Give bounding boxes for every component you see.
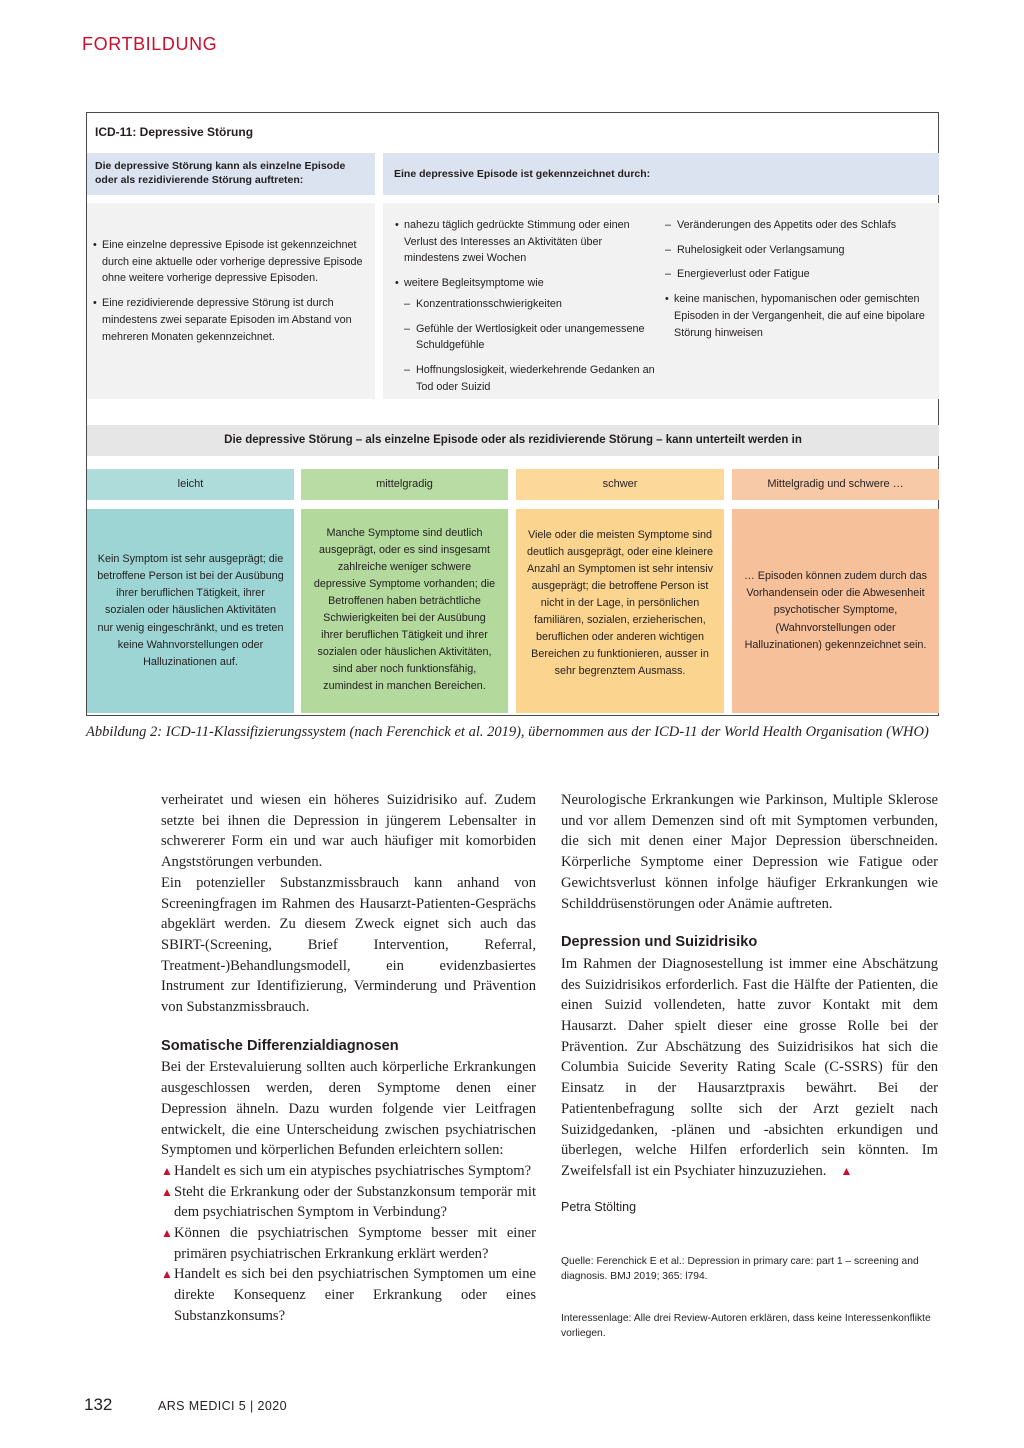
right-header: Eine depressive Episode ist gekennzeichnet durch: [383,153,939,195]
journal-name: ARS MEDICI 5 | 2020 [158,1399,287,1413]
symptom-worthlessness: – Gefühle der Wertlosigkeit oder unangemessene Schuldgefühle [404,321,660,354]
question-text: Handelt es sich um ein atypisches psychiatrisches Symptom? [174,1162,532,1179]
grade-header-psychotic: Mittelgradig und schwere … [732,469,939,500]
recurrent-disorder-item: • Eine rezidivierende depressive Störung ist durch mindestens zwei separate Episoden im Abstand von mehreren Monaten gekennzeichnet. [93,295,367,345]
article-column-left [161,790,536,1327]
symptom-fatigue: – Energieverlust oder Fatigue [665,266,935,283]
list-item [161,1182,536,1223]
list-item [161,1223,536,1264]
grade-header-schwer: schwer [516,469,724,500]
grade-text-schwer: Viele oder die meisten Symptome sind deutlich ausgeprägt, oder eine kleinere Anzahl an Symptomen ist sehr intensiv ausgeprägt; die betroffene Person ist nicht in der Lage, in persönlichen familiären, sozialen, erzieherischen, beruflichen oder anderen wichtigen Bereichen zu funktionieren, ausser in sehr begrenztem Ausmass. [516,509,724,713]
left-header: Die depressive Störung kann als einzelne Episode oder als rezidivierende Störung auftreten: [87,153,375,195]
criterion-mood [395,217,660,267]
paragraph: Bei der Erstevaluierung sollten auch körperliche Erkrankungen ausgeschlossen werden, deren Symptome denen einer Depression ähneln. Dazu wurden folgende vier Leitfragen entwickelt, die eine Unterscheidung zwischen psychiatrischen Symptomen und körperlichen Befunden erleichtern sollen: [161,1059,536,1159]
paragraph: Ein potenzieller Substanzmissbrauch kann anhand von Screeningfragen im Rahmen des Hausarzt-Patienten-Gesprächs abgeklärt werden. Zu diesem Zweck eignet sich auch das SBIRT-(Screening, Brief Intervention, Referral, Treatment-)Behandlungsmodell, ein evidenzbasiertes Instrument zur Identifizierung, Verminderung und Prävention von Substanzmissbrauch. [161,874,536,1016]
criterion-additional [395,275,660,395]
grade-text-psychotic: … Episoden können zudem durch das Vorhandensein oder die Abwesenheit psychotischer Symptome, (Wahnvorstellungen oder Halluzinationen) gekennzeichnet sein. [732,509,939,713]
icd11-figure [86,112,939,716]
paragraph: verheiratet und wiesen ein höheres Suizidrisiko auf. Zudem setzte bei ihnen die Depression in jüngerem Lebensalter in schwererer Form ein und war auch häufiger mit komorbiden Angststörungen verbunden. [161,792,536,871]
question-text: Steht die Erkrankung oder der Substanzkonsum temporär mit dem psychiatrischen Symptom in Verbindung? [174,1183,536,1221]
end-triangle-icon: ▲ [840,1163,853,1178]
conflict-of-interest-note: Interessenlage: Alle drei Review-Autoren erklären, dass keine Interessenkonflikte vorliegen. [561,1313,931,1340]
triangle-bullet-icon: ▲ [161,1226,173,1241]
guiding-questions-list [161,1161,536,1327]
symptom-appetite: – Veränderungen des Appetits oder des Schlafs [665,217,935,234]
symptom-hopelessness: – Hoffnungslosigkeit, wiederkehrende Gedanken an Tod oder Suizid [404,362,660,395]
list-item [161,1264,536,1326]
episode-types-panel [87,203,375,399]
figure-caption: Abbildung 2: ICD-11-Klassifizierungssystem (nach Ferenchick et al. 2019), übernommen aus der ICD-11 der World Health Organisation (WHO) [86,724,929,740]
page-number: 132 [84,1395,113,1414]
question-text: Handelt es sich bei den psychiatrischen Symptomen um eine direkte Konsequenz einer Erkrankung oder eines Substanzkonsums? [174,1266,536,1324]
paragraph [561,954,938,1182]
grade-header-leicht: leicht [87,469,294,500]
article-column-right [561,790,938,1341]
triangle-bullet-icon: ▲ [161,1267,173,1282]
subdivision-band: Die depressive Störung – als einzelne Episode oder als rezidivierende Störung – kann unterteilt werden in [87,425,939,456]
grade-header-mittelgradig: mittelgradig [301,469,508,500]
figure-title: ICD-11: Depressive Störung [95,125,254,139]
section-label: FORTBILDUNG [82,34,218,54]
episode-criteria-panel [383,203,939,399]
criterion-no-mania: • keine manischen, hypomanischen oder gemischten Episoden in der Vergangenheit, die auf eine bipolare Störung hinweisen [665,291,935,341]
triangle-bullet-icon: ▲ [161,1163,173,1178]
section-heading: Somatische Differenzialdiagnosen [161,1037,399,1054]
question-text: Können die psychiatrischen Symptome besser mit einer primären psychiatrischen Erkrankung erklärt werden? [174,1225,536,1262]
paragraph: Neurologische Erkrankungen wie Parkinson, Multiple Sklerose und vor allem Demenzen sind oft mit Symptomen verbunden, die sich mit denen einer Major Depression überschneiden. Körperliche Symptome einer Depression wie Fatigue oder Gewichtsverlust können infolge häufiger Erkrankungen wie Schilddrüsenstörungen oder Anämie auftreten. [561,792,938,912]
author-name: Petra Stölting [561,1199,637,1214]
criterion-additional-text: weitere Begleitsymptome wie [404,277,544,290]
source-note: Quelle: Ferenchick E et al.: Depression in primary care: part 1 – screening and diagnosis. BMJ 2019; 365: l794. [561,1256,919,1283]
criterion-mood-text: nahezu täglich gedrückte Stimmung oder einen Verlust des Interesses an Aktivitäten über mindestens zwei Wochen [404,219,630,265]
criteria-column-a [395,217,660,404]
symptom-restlessness: – Ruhelosigkeit oder Verlangsamung [665,242,935,259]
list-item [161,1161,536,1182]
triangle-bullet-icon: ▲ [161,1184,173,1199]
single-episode-item: • Eine einzelne depressive Episode ist gekennzeichnet durch eine aktuelle oder vorherige depressive Episode ohne weitere vorherige depressive Episoden. [93,237,367,287]
grade-text-leicht: Kein Symptom ist sehr ausgeprägt; die betroffene Person ist bei der Ausübung ihrer beruflichen Tätigkeit, ihrer sozialen oder häuslichen Aktivitäten nur wenig eingeschränkt, und es treten keine Wahnvorstellungen oder Halluzinationen auf. [87,509,294,713]
paragraph-text: Im Rahmen der Diagnosestellung ist immer eine Abschätzung des Suizidrisikos erforderlich. Fast die Hälfte der Patienten, die einen Suizid vollendeten, hatte zuvor Kontakt mit dem Hausarzt. Daher spielt dieser eine grosse Rolle bei der Prävention. Zur Abschätzung des Suizidrisikos hat sich die Columbia Suicide Severity Rating Scale (C-SSRS) für den Einsatz in der Hausarztpraxis bewährt. Bei der Patientenbefragung sollte sich der Arzt gezielt nach Suizidgedanken, -plänen und -absichten erkundigen und überlegen, welche Hilfen erforderlich sein könnten. Im Zweifelsfall ist ein Psychiater hinzuzuziehen. [561,955,938,1179]
symptom-concentration: – Konzentrationsschwierigkeiten [404,296,660,313]
grade-text-mittelgradig: Manche Symptome sind deutlich ausgeprägt, oder es sind insgesamt zahlreiche weniger schwere depressive Symptome vorhanden; die Betroffenen haben beträchtliche Schwierigkeiten bei der Ausübung ihrer beruflichen Tätigkeit und ihrer sozialen oder häuslichen Aktivitäten, sind aber noch funktionsfähig, zumindest in manchen Bereichen. [301,509,508,713]
criteria-column-b [665,217,935,349]
section-heading: Depression und Suizidrisiko [561,934,758,951]
